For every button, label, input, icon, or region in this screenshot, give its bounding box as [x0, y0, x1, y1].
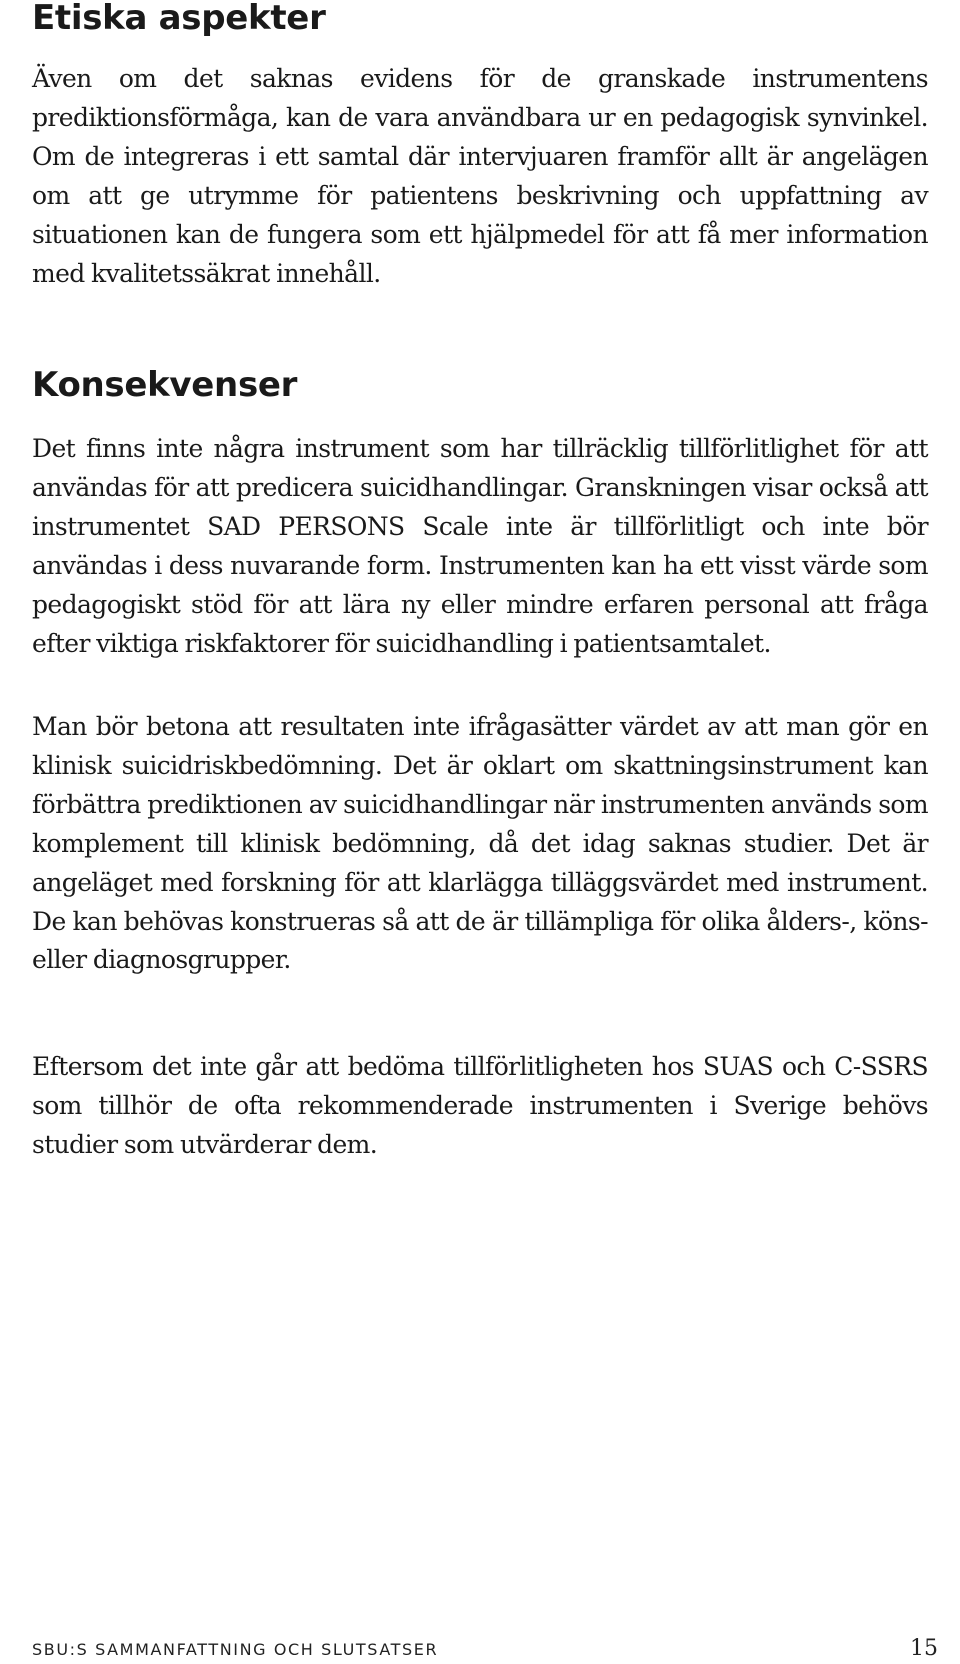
section-heading-etiska-aspekter: Etiska aspekter	[32, 0, 326, 38]
page-number: 15	[910, 1636, 938, 1661]
paragraph-konsekvenser-2: Man bör betona att resultaten inte ifrågasätter värdet av att man gör en klinisk suicidriskbedömning. Det är oklart om skattningsinstrument kan förbättra prediktionen av suicidhandlingar när instrumenten används som komplement till klinisk bedömning, då det idag saknas studier. Det är angeläget med forskning för att klarlägga tilläggsvärdet med instrument. De kan behövas konstrueras så att de är tillämpliga för olika ålders-, köns- eller diagnosgrupper.	[32, 712, 928, 975]
paragraph-konsekvenser-1: Det finns inte några instrument som har tillräcklig tillförlitlighet för att användas för att predicera suicidhandlingar. Granskningen visar också att instrumentet SAD PERSONS Scale inte är tillförlitligt och inte bör användas i dess nuvarande form. Instrumenten kan ha ett visst värde som pedagogiskt stöd för att lära ny eller mindre erfaren personal att fråga efter viktiga riskfaktorer för suicidhandling i patientsamtalet.	[32, 434, 928, 658]
paragraph-konsekvenser-3: Eftersom det inte går att bedöma tillförlitligheten hos SUAS och C-SSRS som tillhör de ofta rekommenderade instrumenten i Sverige behövs studier som utvärderar dem.	[32, 1052, 928, 1159]
page-footer	[32, 1636, 938, 1660]
paragraph-etiska-aspekter: Även om det saknas evidens för de granskade instrumentens prediktionsförmåga, kan de vara användbara ur en pedagogisk synvinkel. Om de integreras i ett samtal där intervjuaren framför allt är angelägen om att ge utrymme för patientens beskrivning och uppfattning av situationen kan de fungera som ett hjälpmedel för att få mer information med kvalitetssäkrat innehåll.	[32, 64, 928, 288]
section-heading-konsekvenser: Konsekvenser	[32, 365, 298, 405]
footer-running-title: SBU:S SAMMANFATTNING OCH SLUTSATSER	[32, 1640, 439, 1659]
